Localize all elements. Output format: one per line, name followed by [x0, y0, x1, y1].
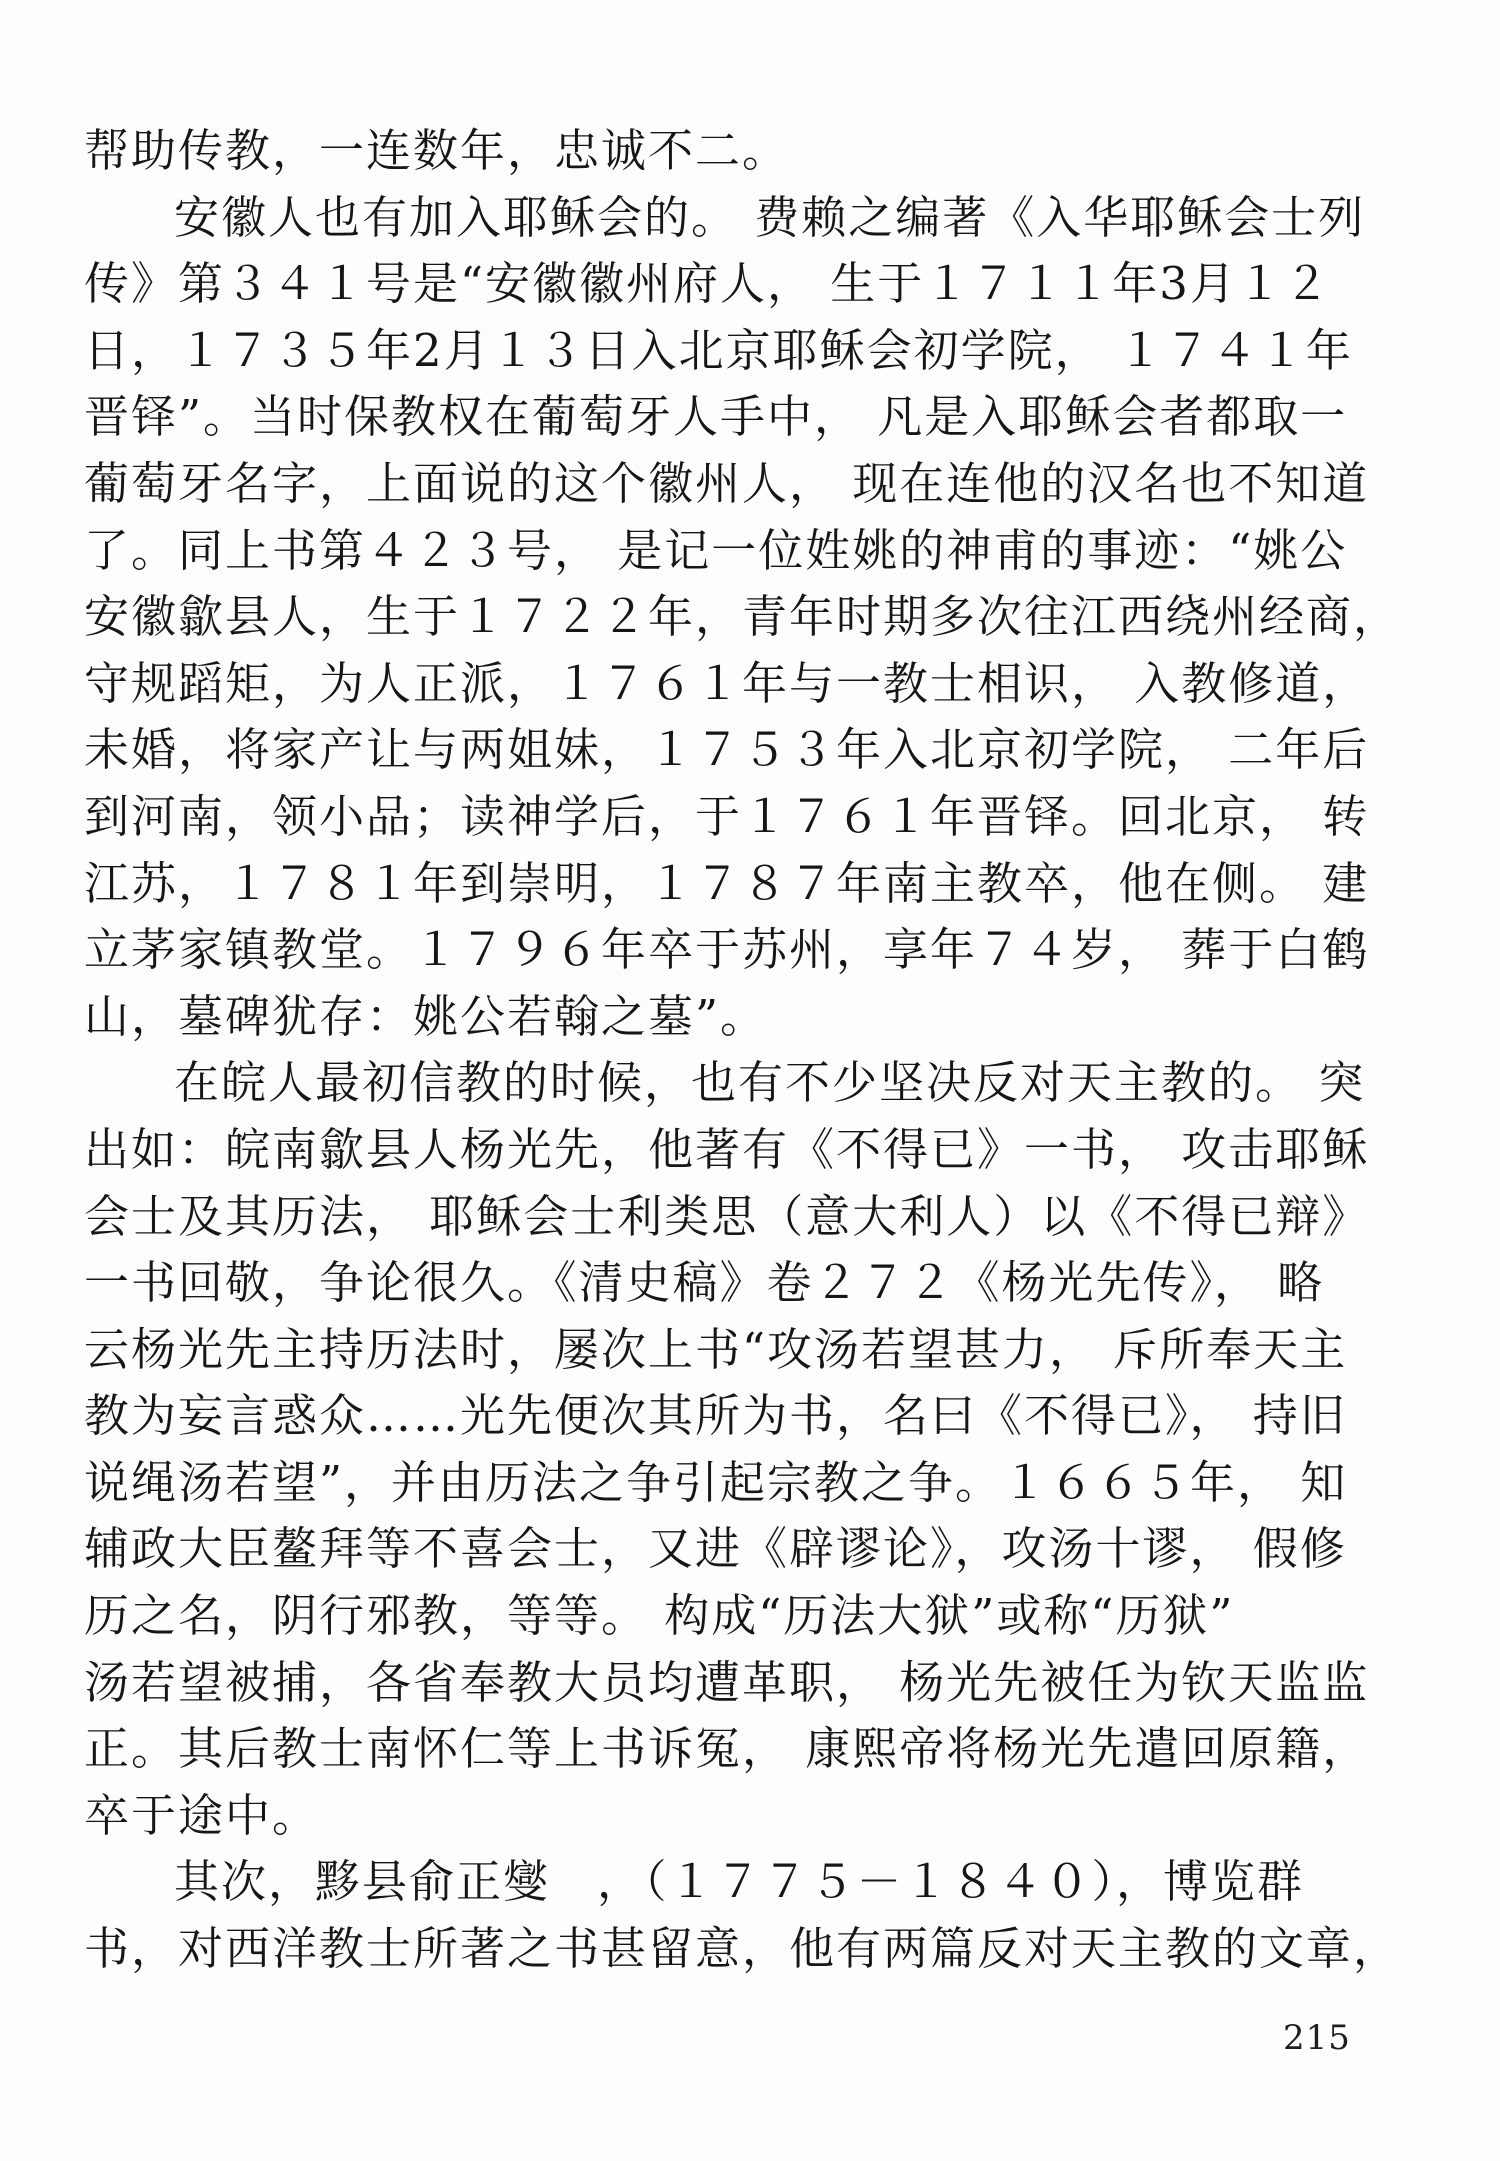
text-line: 立茅家镇教堂。１７９６年卒于苏州，享年７４岁， 葬于白鹤 [84, 923, 1370, 977]
text-line-paragraph-start: 其次，黟县俞正燮 ，（１７７５－１８４０），博览群 [174, 1855, 1305, 1909]
text-line: 了。同上书第４２３号， 是记一位姓姚的神甫的事迹：“姚公 [84, 523, 1348, 577]
text-line-paragraph-start: 在皖人最初信教的时候，也有不少坚决反对天主教的。 突 [174, 1056, 1366, 1110]
text-line: 未婚，将家产让与两姐妹，１７５３年入北京初学院， 二年后 [84, 723, 1370, 777]
text-line: 安徽歙县人，生于１７２２年，青年时期多次往江西绕州经商， [84, 590, 1401, 644]
text-line: 山，墓碑犹存：姚公若翰之墓”。 [84, 989, 768, 1043]
text-line: 教为妄言惑众……光先便次其所为书，名曰《不得已》， 持旧 [84, 1389, 1347, 1443]
text-line: 日，１７３５年2月１３日入北京耶稣会初学院， １７４１年 [84, 323, 1353, 377]
text-line: 晋铎”。当时保教权在葡萄牙人手中， 凡是入耶稣会者都取一 [84, 390, 1348, 444]
text-line: 汤若望被捕，各省奉教大员均遭革职， 杨光先被任为钦天监监 [84, 1655, 1370, 1709]
text-line: 书，对西洋教士所著之书甚留意，他有两篇反对天主教的文章， [84, 1922, 1401, 1976]
text-line: 葡萄牙名字，上面说的这个徽州人， 现在连他的汉名也不知道 [84, 456, 1370, 510]
text-line: 守规蹈矩，为人正派，１７６１年与一教士相识， 入教修道， [84, 656, 1370, 710]
text-line: 出如：皖南歙县人杨光先，他著有《不得已》一书， 攻击耶稣 [84, 1122, 1370, 1176]
text-line: 云杨光先主持历法时，屡次上书“攻汤若望甚力， 斥所奉天主 [84, 1322, 1348, 1376]
text-line: 卒于途中。 [84, 1788, 320, 1842]
text-line: 历之名，阴行邪教，等等。 构成“历法大狱”或称“历狱” [84, 1589, 1235, 1643]
text-line: 一书回敬，争论很久。《清史稿》卷２７２《杨光先传》， 略 [84, 1256, 1325, 1310]
text-line: 辅政大臣鳌拜等不喜会士，又进《辟谬论》，攻汤十谬， 假修 [84, 1522, 1347, 1576]
text-line: 会士及其历法， 耶稣会士利类思（意大利人）以《不得已辩》 [84, 1189, 1370, 1243]
page-number: 215 [1283, 2018, 1351, 2058]
text-line: 说绳汤若望”，并由历法之争引起宗教之争。１６６５年， 知 [84, 1455, 1348, 1509]
text-line-paragraph-start: 安徽人也有加入耶稣会的。 费赖之编著《入华耶稣会士列 [174, 190, 1366, 244]
body-text [84, 118, 1434, 1983]
text-line: 正。其后教士南怀仁等上书诉冤， 康熙帝将杨光先遣回原籍， [84, 1722, 1370, 1776]
text-line: 到河南，领小品；读神学后，于１７６１年晋铎。回北京， 转 [84, 789, 1370, 843]
text-line: 江苏，１７８１年到崇明，１７８７年南主教卒，他在侧。 建 [84, 856, 1370, 910]
text-line: 帮助传教，一连数年，忠诚不二。 [84, 124, 790, 177]
text-line: 传》第３４１号是“安徽徽州府人， 生于１７１１年3月１２ [84, 257, 1331, 311]
